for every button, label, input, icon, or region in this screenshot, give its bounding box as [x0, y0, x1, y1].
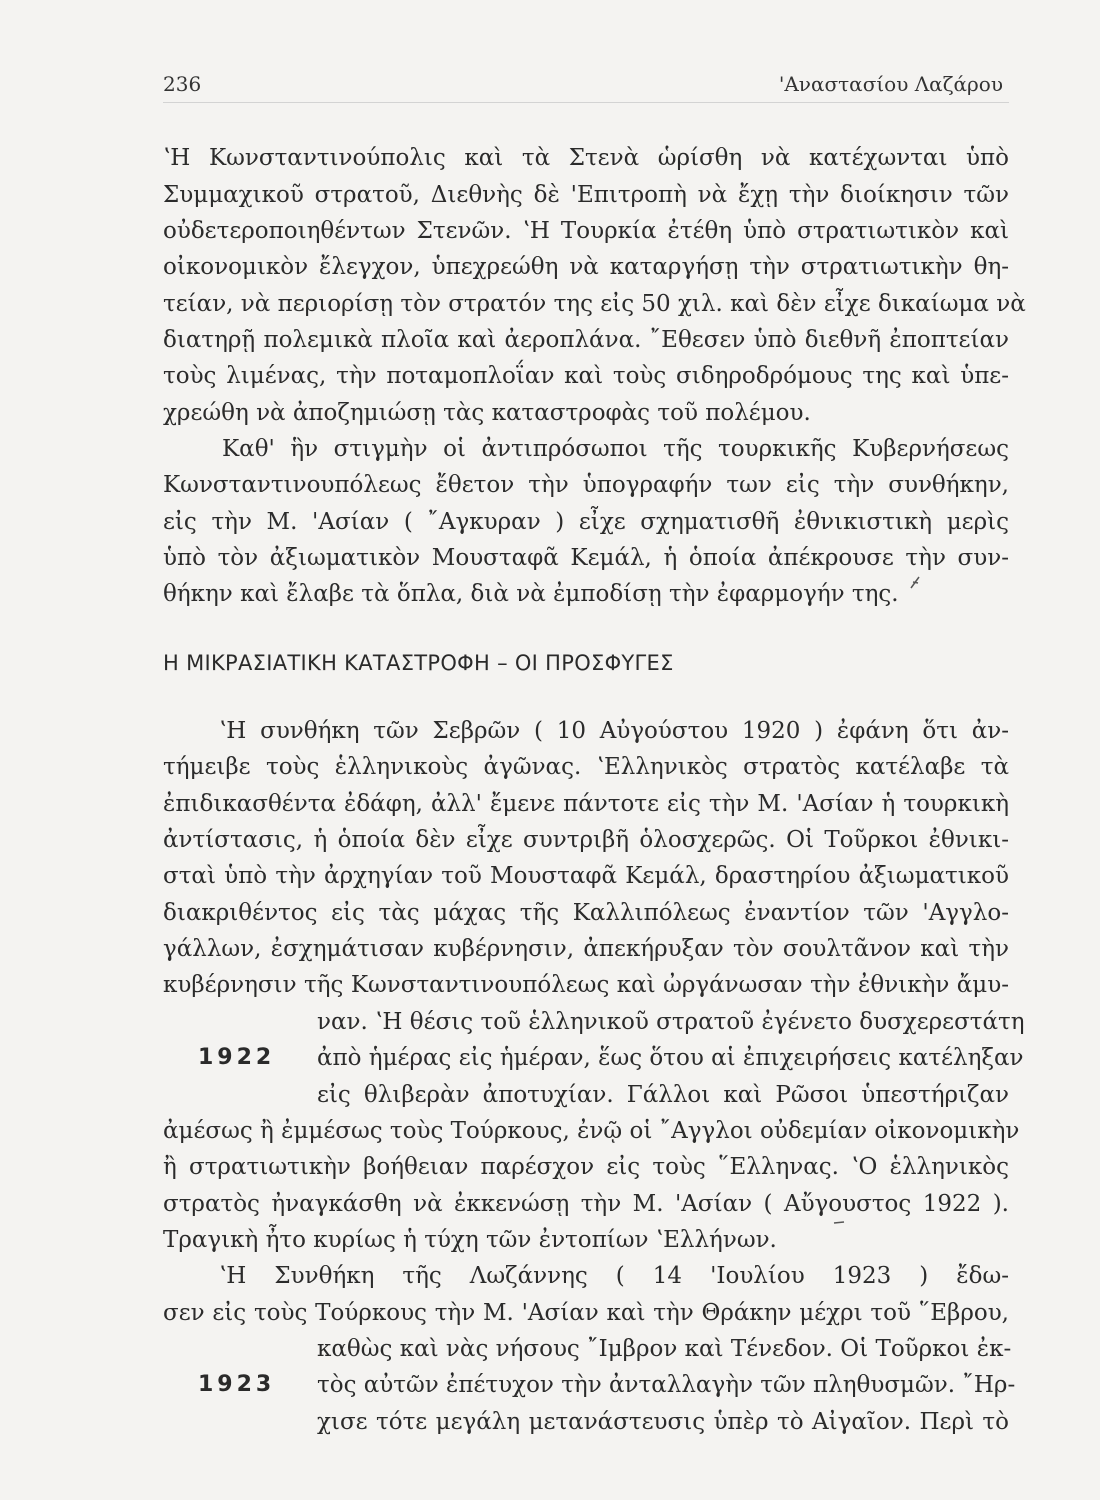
- text-line: ἀπὸ ἡμέρας εἰς ἡμέραν, ἕως ὅτου αἱ ἐπιχειρήσεις κατέληξαν: [317, 1045, 1024, 1071]
- pen-mark: [832, 1218, 846, 1230]
- section-heading: Η ΜΙΚΡΑΣΙΑΤΙΚΗ ΚΑΤΑΣΤΡΟΦΗ – ΟΙ ΠΡΟΣΦΥΓΕΣ: [163, 651, 674, 675]
- text-line: ʽΗ συνθήκη τῶν Σεβρῶν ( 10 Αὐγούστου 1920 ) ἐφάνη ὅτι ἀν-: [219, 718, 1009, 744]
- margin-year-1923: 1923: [198, 1372, 276, 1397]
- text-line: κυβέρνησιν τῆς Κωνσταντινουπόλεως καὶ ὠργάνωσαν τὴν ἐθνικὴν ἄμυ-: [163, 972, 1009, 998]
- text-line: τείαν, νὰ περιορίσῃ τὸν στρατόν της εἰς 50 χιλ. καὶ δὲν εἶχε δικαίωμα νὰ: [163, 291, 1026, 317]
- text-line: χρεώθη νὰ ἀποζημιώσῃ τὰς καταστροφὰς τοῦ πολέμου.: [163, 400, 811, 426]
- text-line: Κωνσταντινουπόλεως ἔθετον τὴν ὑπογραφήν των εἰς τὴν συνθήκην,: [163, 472, 1009, 498]
- text-line: Συμμαχικοῦ στρατοῦ, Διεθνὴς δὲ 'Επιτροπὴ νὰ ἔχῃ τὴν διοίκησιν τῶν: [163, 182, 1009, 208]
- text-line: Τραγικὴ ἦτο κυρίως ἡ τύχη τῶν ἐντοπίων ʽΕλλήνων.: [163, 1227, 777, 1253]
- text-line: ἀντίστασις, ἡ ὁποία δὲν εἶχε συντριβῆ ὁλοσχερῶς. Οἱ Τοῦρκοι ἐθνικι-: [163, 827, 1009, 853]
- text-line: σεν εἰς τοὺς Τούρκους τὴν Μ. 'Ασίαν καὶ τὴν Θράκην μέχρι τοῦ ῞Εβρου,: [163, 1300, 1009, 1326]
- text-line: ναν. ʽΗ θέσις τοῦ ἑλληνικοῦ στρατοῦ ἐγένετο δυσχερεστάτη: [317, 1009, 1025, 1035]
- text-line: τήμειβε τοὺς ἑλληνικοὺς ἀγῶνας. ʽΕλληνικὸς στρατὸς κατέλαβε τὰ: [163, 754, 1009, 780]
- text-line: ὑπὸ τὸν ἀξιωματικὸν Μουσταφᾶ Κεμάλ, ἡ ὁποία ἀπέκρουσε τὴν συν-: [163, 545, 1009, 571]
- text-line: ʽΗ Κωνσταντινούπολις καὶ τὰ Στενὰ ὡρίσθη νὰ κατέχωνται ὑπὸ: [163, 145, 1009, 171]
- margin-year-1922: 1922: [198, 1045, 276, 1070]
- text-line: ἀμέσως ἢ ἐμμέσως τοὺς Τούρκους, ἐνῷ οἱ ῎Αγγλοι οὐδεμίαν οἰκονομικὴν: [163, 1118, 1020, 1144]
- text-line: εἰς τὴν Μ. 'Ασίαν ( ῎Αγκυραν ) εἶχε σχηματισθῆ ἐθνικιστικὴ μερὶς: [163, 509, 1009, 535]
- text-line: χισε τότε μεγάλη μετανάστευσις ὑπὲρ τὸ Αἰγαῖον. Περὶ τὸ: [317, 1409, 1009, 1435]
- text-line: ʽΗ Συνθήκη τῆς Λωζάννης ( 14 'Ιουλίου 1923 ) ἔδω-: [219, 1263, 1009, 1289]
- text-line: διακριθέντος εἰς τὰς μάχας τῆς Καλλιπόλεως ἐναντίον τῶν 'Αγγλο-: [163, 900, 1009, 926]
- text-line: ἐπιδικασθέντα ἐδάφη, ἀλλ' ἔμενε πάντοτε εἰς τὴν Μ. 'Ασίαν ἡ τουρκικὴ: [163, 791, 1009, 817]
- text-line: τὸς αὐτῶν ἐπέτυχον τὴν ἀνταλλαγὴν τῶν πληθυσμῶν. ῎Ηρ-: [317, 1372, 1016, 1398]
- page-number: 236: [163, 72, 202, 96]
- text-line: οὐδετεροποιηθέντων Στενῶν. ʽΗ Τουρκία ἐτέθη ὑπὸ στρατιωτικὸν καὶ: [163, 218, 1009, 244]
- text-line: στρατὸς ἠναγκάσθη νὰ ἐκκενώσῃ τὴν Μ. 'Ασίαν ( Αὔγουστος 1922 ).: [163, 1191, 1009, 1217]
- page-header: [163, 70, 1009, 103]
- running-title: 'Αναστασίου Λαζάρου: [778, 72, 1003, 96]
- pen-mark: [908, 574, 922, 592]
- text-line: διατηρῇ πολεμικὰ πλοῖα καὶ ἀεροπλάνα. ῎Εθεσεν ὑπὸ διεθνῆ ἐποπτείαν: [163, 327, 1009, 353]
- text-line: εἰς θλιβερὰν ἀποτυχίαν. Γάλλοι καὶ Ρῶσοι ὑπεστήριζαν: [317, 1082, 1009, 1108]
- text-line: θήκην καὶ ἔλαβε τὰ ὅπλα, διὰ νὰ ἐμποδίσῃ τὴν ἐφαρμογήν της.: [163, 581, 899, 607]
- text-line: γάλλων, ἐσχημάτισαν κυβέρνησιν, ἀπεκήρυξαν τὸν σουλτᾶνον καὶ τὴν: [163, 936, 1009, 962]
- text-line: σταὶ ὑπὸ τὴν ἀρχηγίαν τοῦ Μουσταφᾶ Κεμάλ, δραστηρίου ἀξιωματικοῦ: [163, 863, 1009, 889]
- text-line: ἢ στρατιωτικὴν βοήθειαν παρέσχον εἰς τοὺς ῞Ελληνας. ʽΟ ἑλληνικὸς: [163, 1154, 1009, 1180]
- text-line: Καθ' ἣν στιγμὴν οἱ ἀντιπρόσωποι τῆς τουρκικῆς Κυβερνήσεως: [222, 436, 1009, 462]
- text-line: καθὼς καὶ νὰς νήσους ῎Ιμβρον καὶ Τένεδον. Οἱ Τοῦρκοι ἐκ-: [317, 1336, 1012, 1362]
- text-line: τοὺς λιμένας, τὴν ποταμοπλοΐαν καὶ τοὺς σιδηροδρόμους της καὶ ὑπε-: [163, 363, 1009, 389]
- text-line: οἰκονομικὸν ἔλεγχον, ὑπεχρεώθη νὰ καταργήσῃ τὴν στρατιωτικὴν θη-: [163, 254, 1009, 280]
